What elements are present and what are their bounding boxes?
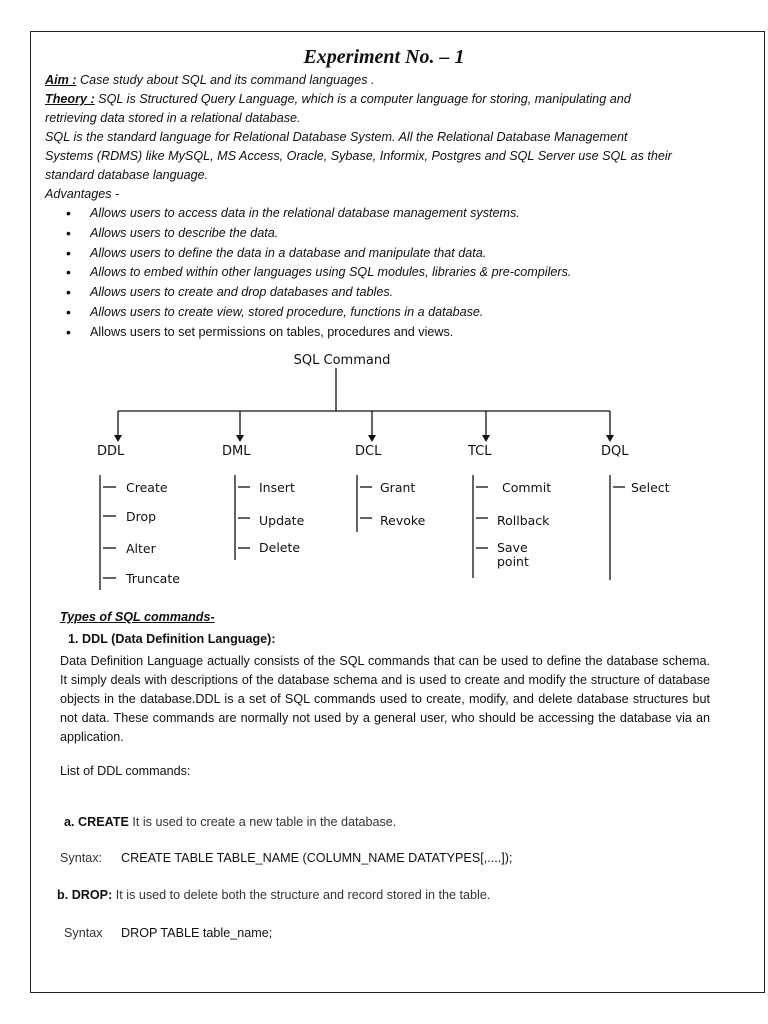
create-syntax-label: Syntax: [60,851,102,865]
arrow-dml [236,435,244,442]
create-line [64,815,396,829]
standard-line-3: standard database language. [45,168,209,182]
dcl-item-revoke: Revoke [380,513,426,528]
tcl-item-rollback: Rollback [497,513,550,528]
group-label-dcl: DCL [355,444,382,459]
group-label-dml: DML [222,444,251,459]
dml-item-update: Update [259,513,305,528]
arrow-dql [606,435,614,442]
drop-syntax-line [64,926,272,940]
create-text: It is used to create a new table in the database. [128,815,397,829]
page-title: Experiment No. – 1 [303,46,465,68]
ddl-list-heading: List of DDL commands: [60,764,191,778]
ddl-paragraph: Data Definition Language actually consists of the SQL commands that can be used to define the database schema. It simply deals with descriptions of the database schema and is used to create and modify the structure of database objects in the database.DDL is a set of SQL commands used to create, modify, and delete database structures but not data. These commands are normally not used by a general user, who should be accessing the database via an application. [60,654,710,744]
create-label: a. CREATE [64,815,129,829]
advantage-item: • Allows to embed within other languages using SQL modules, libraries & pre-compilers. [45,263,571,283]
dql-item-select: Select [631,480,670,495]
ddl-item-alter: Alter [126,541,156,556]
theory-label: Theory : [45,92,95,106]
tcl-item-save: Save [497,540,528,555]
dml-item-delete: Delete [259,540,301,555]
ddl-item-truncate: Truncate [126,571,180,586]
create-syntax-code: CREATE TABLE TABLE_NAME (COLUMN_NAME DATATYPES[,....]); [121,851,513,865]
create-syntax-line [60,851,512,865]
drop-line [57,888,490,902]
group-label-dql: DQL [601,444,629,459]
arrow-tcl [482,435,490,442]
advantage-item: • Allows users to create and drop databases and tables. [45,283,571,303]
group-label-tcl: TCL [468,444,492,459]
advantage-item-text: Allows users to create view, stored procedure, functions in a database. [90,304,484,319]
dcl-item-grant: Grant [380,480,416,495]
tcl-item-point: point [497,554,529,569]
types-heading: Types of SQL commands- [60,610,215,624]
aim-label: Aim : [45,73,77,87]
theory-text-2: retrieving data stored in a relational database. [45,111,301,125]
drop-syntax-code: DROP TABLE table_name; [121,926,273,940]
group-label-ddl: DDL [97,444,125,459]
ddl-item-create: Create [126,480,168,495]
advantage-item: • Allows users to describe the data. [45,224,571,244]
arrow-dcl [368,435,376,442]
drop-text: It is used to delete both the structure and record stored in the table. [112,888,491,902]
theory-text-1: SQL is Structured Query Language, which is a computer language for storing, manipulating and [94,92,631,106]
diagram-root-label: SQL Command [293,353,391,368]
advantage-item: • Allows users to set permissions on tables, procedures and views. [45,323,571,343]
advantages-heading: Advantages - [45,187,120,201]
aim-text: Case study about SQL and its command languages . [76,73,375,87]
arrow-ddl [114,435,122,442]
ddl-heading: 1. DDL (Data Definition Language): [68,632,276,646]
drop-syntax-label: Syntax [64,926,103,940]
advantage-item: • Allows users to access data in the relational database management systems. [45,204,571,224]
drop-label: b. DROP: [57,888,113,902]
advantage-item: • Allows users to define the data in a database and manipulate that data. [45,244,571,264]
ddl-item-drop: Drop [126,509,157,524]
standard-line-1: SQL is the standard language for Relational Database System. All the Relational Database Management [45,130,628,144]
tcl-item-commit: Commit [502,480,552,495]
dml-item-insert: Insert [259,480,295,495]
standard-line-2: Systems (RDMS) like MySQL, MS Access, Oracle, Sybase, Informix, Postgres and SQL Server use SQL as their [45,149,672,163]
